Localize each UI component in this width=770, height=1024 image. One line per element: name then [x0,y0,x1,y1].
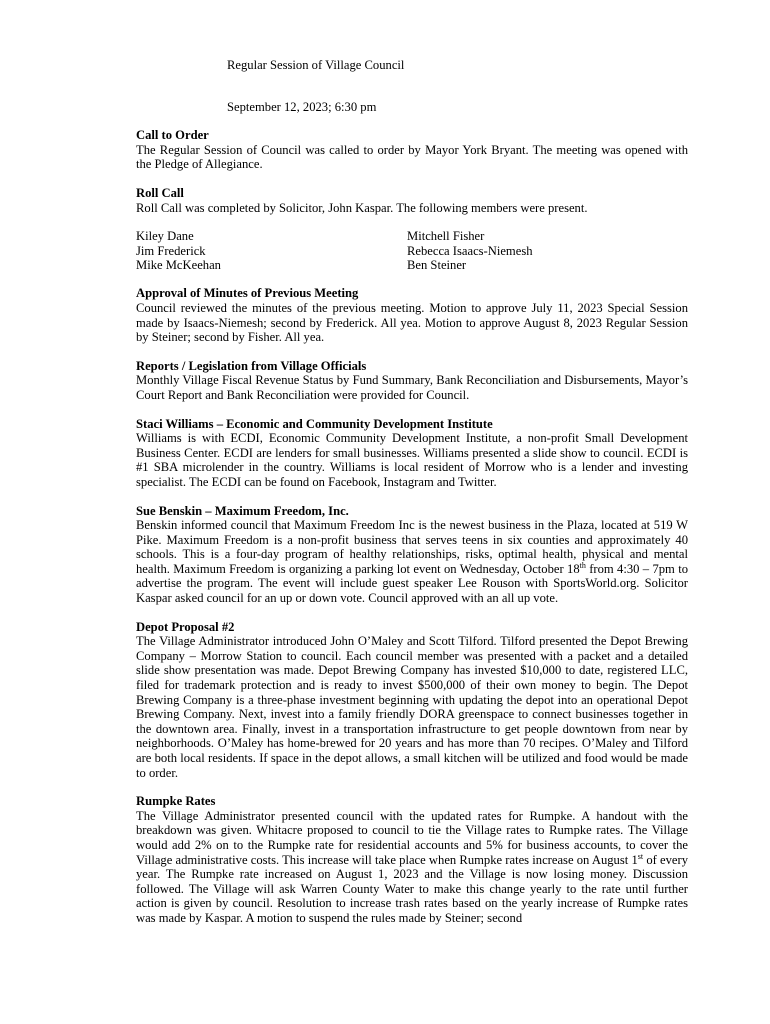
section-reports [136,359,688,403]
section-heading: Depot Proposal #2 [136,619,235,634]
section-minutes [136,286,688,344]
section-heading: Rumpke Rates [136,794,216,809]
section-text: Council reviewed the minutes of the previous meeting. Motion to approve July 11, 2023 Special Session made by Isaacs-Niemesh; second by Frederick. All yea. Motion to approve August 8, 2023 Regular Session by Steiner; second by Fisher. All yea. [136,300,688,345]
section-heading: Call to Order [136,128,209,143]
member-name: Mitchell Fisher [407,229,485,244]
document-page [136,58,688,926]
member-name: Mike McKeehan [136,257,221,272]
member-name: Ben Steiner [407,257,467,272]
text-run: from 4:30 – 7pm to advertise the program. The event will include guest speaker Lee Rouson with SportsWorld.org. Solicitor Kaspar asked council for an up or down vote. Council approved with an all up vote. [136,561,688,606]
text-run: The Village Administrator presented council with the updated rates for Rumpke. A handout with the breakdown was given. Whitacre proposed to council to tie the Village rates to Rumpke rates. The Village would add 2% on to the Rumpke rate for residential accounts and 5% for business accounts, to cover the Village administrative costs. This increase will take place when Rumpke rates increase on August 1 [136,808,688,867]
section-call-to-order [136,128,688,172]
section-heading: Approval of Minutes of Previous Meeting [136,286,359,301]
section-text: The Village Administrator introduced John O’Maley and Scott Tilford. Tilford presented the Depot Brewing Company – Morrow Station to council. Each council member was presented with a packet and a detailed slide show presentation was made. Depot Brewing Company has invested $10,000 to date, registered LLC, filed for trademark protection and is ready to invest $500,000 of their own money to begin. The Depot Brewing Company is a three-phase investment beginning with updating the depot into an operational Depot Brewing Company. Next, invest into a family friendly DORA greenspace to connect businesses together in the downtown area. Finally, invest in a transportation infrastructure to get people downtown from near by neighborhoods. O’Maley has home-brewed for 20 years and has more than 70 recipes. O’Maley and Tilford are both local residents. If space in the depot allows, a small kitchen will be utilized and food would be made to order. [136,634,688,780]
member-name: Rebecca Isaacs-Niemesh [407,243,533,258]
text-run: Benskin informed council that Maximum Freedom Inc is the newest business in the Plaza, located at 519 W Pike. Maximum Freedom is a non-profit business that serves teens in six counties and approximately 40 schools. This is a four-day program of healthy relationships, risks, optimal health, physical and mental health. Maximum Freedom is organizing a parking lot event on Wednesday, October 18 [136,518,688,576]
member-name: Jim Frederick [136,243,206,258]
section-text: The Regular Session of Council was called to order by Mayor York Bryant. The meeting was opened with the Pledge of Allegiance. [136,142,688,172]
document-title: Regular Session of Village Council [227,58,405,72]
section-heading: Reports / Legislation from Village Officials [136,358,367,373]
section-text: Williams is with ECDI, Economic Community Development Institute, a non-profit Small Development Business Center. ECDI are lenders for small businesses. Williams presented a slide show to council. ECDI is #1 SBA microlender in the country. Williams is local resident of Morrow who is a lender and investing specialist. The ECDI can be found on Facebook, Instagram and Twitter. [136,431,688,489]
section-depot [136,620,688,781]
section-text [136,809,688,926]
section-roll-call [136,186,688,272]
member-name: Kiley Dane [136,229,194,244]
meeting-date: September 12, 2023; 6:30 pm [227,99,377,114]
section-heading: Staci Williams – Economic and Community Development Institute [136,416,493,431]
section-benskin [136,504,688,606]
section-text: Monthly Village Fiscal Revenue Status by Fund Summary, Bank Reconciliation and Disbursements, Mayor’s Court Report and Bank Reconciliation were provided for Council. [136,373,688,402]
section-rumpke [136,794,688,925]
members-list [136,229,688,272]
section-text: Roll Call was completed by Solicitor, John Kaspar. The following members were present. [136,200,588,215]
text-run: of every year. The Rumpke rate increased on August 1, 2023 and the Village is now losing money. Discussion followed. The Village will ask Warren County Water to make this change yearly to the rate until further action is given by council. Resolution to increase trash rates based on the yearly increase of Rumpke rates was made by Kaspar. A motion to suspend the rules made by Steiner; second [136,852,688,925]
section-williams [136,417,688,490]
ordinal-suffix: th [579,560,586,570]
section-heading: Sue Benskin – Maximum Freedom, Inc. [136,503,349,518]
section-text [136,518,688,606]
ordinal-suffix: st [637,851,644,861]
section-heading: Roll Call [136,185,184,200]
